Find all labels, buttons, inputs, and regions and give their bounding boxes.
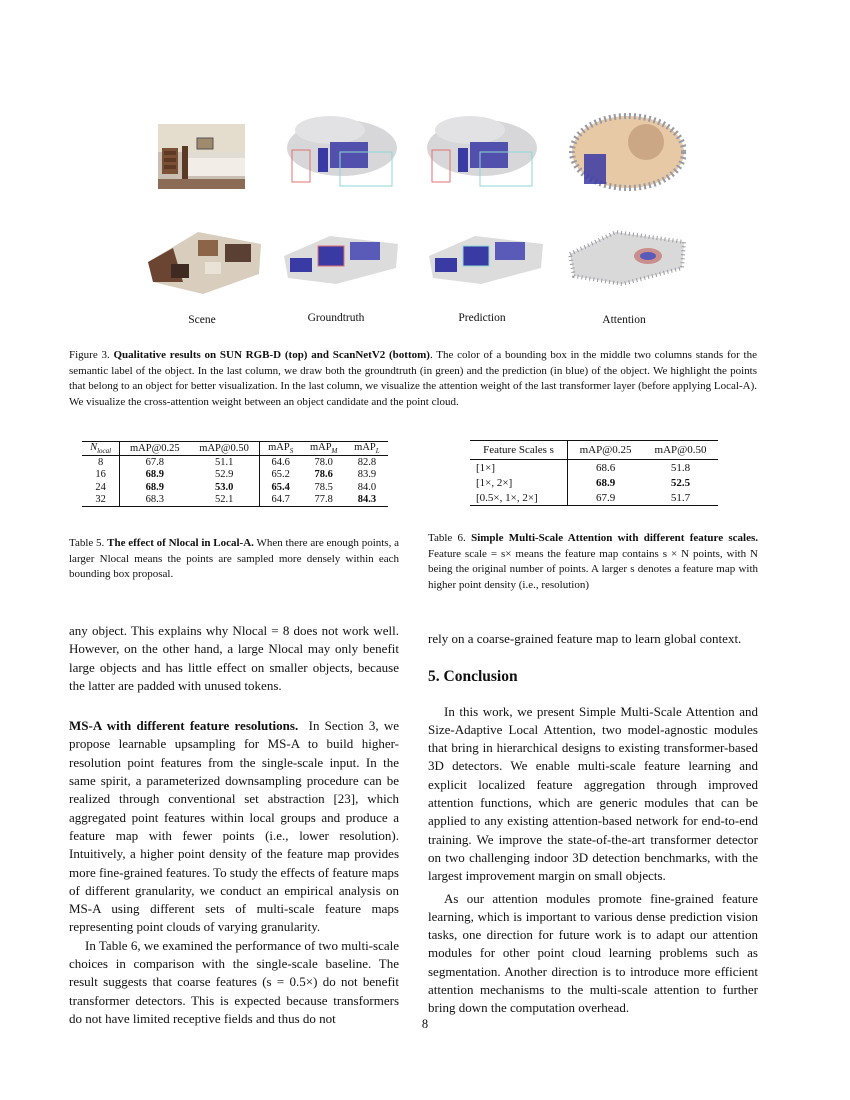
table5-header-nlocal: $N_{local}$ — [82, 442, 120, 456]
table-row — [82, 494, 388, 507]
table-cell: 83.9 — [357, 469, 377, 481]
table-cell: 68.9 — [595, 476, 616, 489]
table-row — [470, 460, 718, 476]
table6-caption — [428, 531, 758, 593]
table-6 — [470, 440, 718, 506]
groundtruth-scannet — [280, 228, 400, 288]
figure-caption — [69, 348, 757, 410]
table-cell: 68.6 — [595, 461, 616, 474]
table-cell: 64.6 — [271, 456, 290, 468]
column-label-groundtruth: Groundtruth — [307, 312, 365, 324]
table-cell: 68.9 — [145, 469, 164, 481]
table-cell: [1×, 2×] — [470, 475, 568, 490]
attention-scannet — [566, 226, 686, 286]
groundtruth-sunrgbd — [282, 112, 402, 192]
prediction-scannet — [425, 228, 545, 288]
table-cell: 67.9 — [595, 491, 616, 504]
left-para-2-head: MS-A with different feature resolutions. — [69, 718, 299, 734]
table-5 — [82, 441, 388, 507]
left-column — [69, 622, 399, 1028]
table5-header-map25: mAP@0.25 — [129, 443, 180, 455]
table-cell: 24 — [82, 481, 120, 494]
table6-caption-label: Table 6. — [428, 532, 466, 544]
table6-header-map50: mAP@0.50 — [654, 444, 707, 456]
table6-header-scales: Feature Scales s — [470, 441, 568, 460]
table5-caption — [69, 536, 399, 583]
table5-header-mapl: mAP$_L$ — [354, 442, 380, 456]
page-number: 8 — [421, 1017, 429, 1031]
table-cell: 51.1 — [189, 456, 259, 469]
table-cell: 64.7 — [271, 494, 290, 506]
table6-caption-bold: Simple Multi-Scale Attention with different feature scales. — [471, 532, 758, 544]
table-cell: 68.3 — [145, 494, 164, 506]
table5-caption-bold: The effect of Nlocal in Local-A. — [107, 537, 254, 549]
attention-sunrgbd — [566, 112, 686, 197]
table-cell: 65.2 — [271, 469, 290, 481]
table-cell: 8 — [82, 456, 120, 469]
table-cell: 68.9 — [145, 481, 164, 493]
table-cell: 77.8 — [314, 494, 333, 506]
table-cell: 78.5 — [314, 481, 333, 493]
scene-photo-sunrgbd — [158, 124, 245, 189]
table5-header-mapm: mAP$_M$ — [309, 442, 338, 456]
table-cell: 78.0 — [314, 456, 333, 468]
table-cell: 53.0 — [189, 481, 259, 494]
prediction-sunrgbd — [422, 112, 542, 192]
table5-caption-label: Table 5. — [69, 537, 105, 549]
table-cell: [0.5×, 1×, 2×] — [470, 490, 568, 506]
table-row — [82, 469, 388, 482]
column-label-attention: Attention — [602, 314, 646, 326]
table-cell: 65.4 — [271, 481, 290, 493]
left-para-2-text: In Section 3, we propose learnable upsampling for MS-A to build higher-resolution point features from the single-scale input. In the same spirit, a parameterized downsampling procedure can be realized through conventional set abstraction [23], which aggregated point features within local groups and produce a feature map with fewer points (i.e., lower resolution). Intuitively, a higher point density of the feature map provides more fine-grained features. To study the effects of feature maps of different granularity, we conduct an empirical analysis on MS-A using different sets of multi-scale feature maps representing point clouds of varying granularity. — [69, 718, 400, 935]
right-para-1: rely on a coarse-grained feature map to learn global context. — [428, 631, 742, 646]
table-cell: 52.5 — [670, 476, 691, 489]
table-row — [82, 481, 388, 494]
table-cell: 52.9 — [189, 469, 259, 482]
section-title-conclusion: 5. Conclusion — [428, 668, 518, 686]
figure-caption-bold: Qualitative results on SUN RGB-D (top) and ScanNetV2 (bottom) — [113, 349, 430, 361]
right-para-2: In this work, we present Simple Multi-Scale Attention and Size-Adaptive Local Attention, two model-agnostic modules that bring in hierarchical designs to existing transformer-based 3D detectors. We enable multi-scale feature learning and explicit localized feature aggregation through improved attention functions, which are generic modules that can be applied to any existing attention-based network for end-to-end training. We improve the state-of-the-art transformer detector on two challenging indoor 3D detection benchmarks, with the largest improvement margin on small objects. — [428, 703, 758, 884]
table-cell: 82.8 — [357, 456, 377, 468]
left-para-1: any object. This explains why Nlocal = 8 does not work well. However, on the other hand, a large Nlocal may only benefit large objects and has little effect on smaller objects, because the latter are padded with unused tokens. — [69, 623, 399, 693]
figure-caption-label: Figure 3. — [69, 349, 110, 361]
table5-header-maps: mAP$_S$ — [268, 442, 294, 456]
left-para-2 — [69, 717, 399, 937]
right-column — [428, 630, 758, 1018]
table6-caption-text: Feature scale = s× means the feature map contains s × N points, with N being the original number of points. A larger s denotes a feature map with higher point density (i.e., resolution) — [428, 547, 758, 591]
right-para-3: As our attention modules promote fine-grained feature learning, which is important to various dense prediction vision tasks, one direction for future work is to adapt our attention modules for other point cloud learning problems such as segmentation. Another direction is to introduce more efficient attention mechanisms to the multi-scale attention to further bring down the computation overhead. — [428, 890, 758, 1016]
table6-header-map25: mAP@0.25 — [579, 444, 632, 456]
table-cell: 16 — [82, 469, 120, 482]
table-cell: 84.3 — [357, 494, 377, 506]
table-row — [82, 456, 388, 469]
figure-caption-text: . The color of a bounding box in the middle two columns stands for the semantic label of the object. In the last column, we draw both the groundtruth (in green) and the prediction (in blue) of the object. We highlight the points that belong to an object for better visualization. In the last column, we visualize the attention weight of the last transformer layer (before applying Local-A). We visualize the cross-attention weight between an object candidate and the point cloud. — [69, 349, 757, 408]
table-row — [470, 490, 718, 506]
table-cell: 51.8 — [670, 461, 691, 474]
table-cell: 51.7 — [670, 491, 691, 504]
scene-scannet — [143, 222, 263, 297]
table5-header-map50: mAP@0.50 — [189, 442, 259, 456]
table-cell: 32 — [82, 494, 120, 507]
table5-caption-text: When there are enough points, a larger Nlocal means the points are sampled more densely within each bounding box proposal. — [69, 537, 400, 580]
column-label-prediction: Prediction — [458, 312, 506, 324]
table-cell: 78.6 — [314, 469, 333, 481]
column-label-scene: Scene — [188, 314, 216, 326]
table-cell: 67.8 — [145, 456, 164, 468]
table-cell: 52.1 — [189, 494, 259, 507]
left-para-3: In Table 6, we examined the performance of two multi-scale choices in comparison with the single-scale baseline. The result suggests that coarse features (s = 0.5×) do not benefit transformer detectors. This is expected because transformers do not have limited receptive fields and thus do not — [69, 937, 399, 1026]
table-cell: 84.0 — [357, 481, 377, 493]
table-row — [470, 475, 718, 490]
table-cell: [1×] — [470, 460, 568, 476]
